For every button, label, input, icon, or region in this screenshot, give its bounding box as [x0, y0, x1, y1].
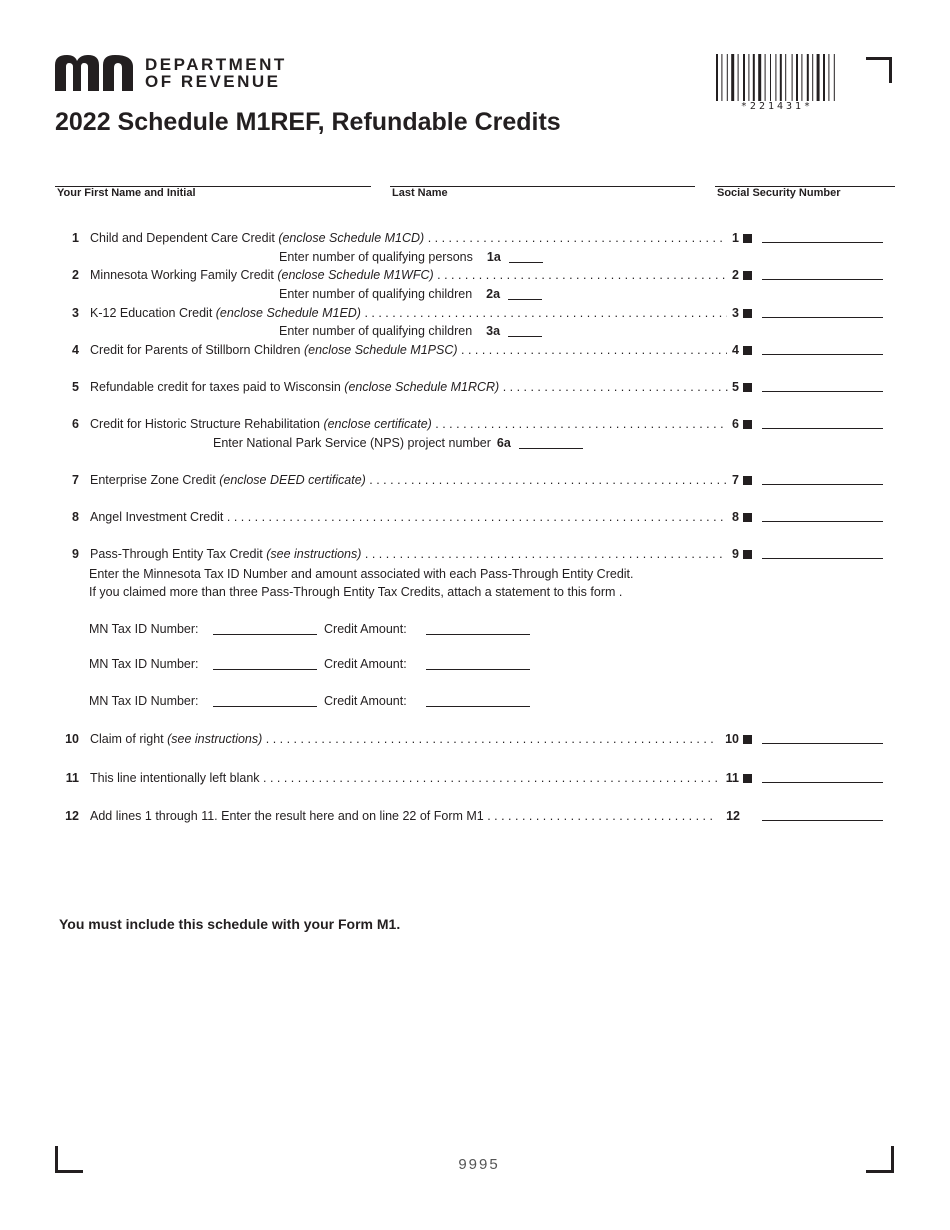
line-box-label: 12 — [726, 809, 740, 823]
line-box-label: 3 — [722, 304, 752, 322]
line-10 — [0, 730, 950, 748]
pte-row-2 — [89, 655, 539, 673]
qualifying-children-input-3a[interactable] — [508, 336, 542, 337]
amount-field-line-1[interactable] — [762, 242, 883, 243]
square-marker-icon — [743, 774, 752, 783]
line-number: 2 — [72, 268, 79, 282]
tax-id-label: MN Tax ID Number: — [89, 622, 199, 636]
line-number: 10 — [65, 732, 79, 746]
pte-note-1: Enter the Minnesota Tax ID Number and amount associated with each Pass-Through Entity Credit. — [89, 567, 634, 581]
line-description: Pass-Through Entity Tax Credit (see instructions) . . . — [90, 545, 727, 563]
credit-amount-input-1[interactable] — [426, 634, 530, 635]
tax-id-input-1[interactable] — [213, 634, 317, 635]
line-9 — [0, 545, 950, 563]
line-box-label: 10 — [722, 730, 752, 748]
tax-id-label: MN Tax ID Number: — [89, 694, 199, 708]
amount-field-line-8[interactable] — [762, 521, 883, 522]
form-title: 2022 Schedule M1REF, Refundable Credits — [55, 108, 561, 136]
line-number: 5 — [72, 380, 79, 394]
line-description: Claim of right (see instructions) . . . — [90, 730, 717, 748]
square-marker-icon — [743, 476, 752, 485]
amount-field-line-9[interactable] — [762, 558, 883, 559]
square-marker-icon — [743, 550, 752, 559]
line-description: Angel Investment Credit . . . — [90, 508, 727, 526]
line-box-label: 2 — [722, 266, 752, 284]
line-number: 11 — [65, 771, 79, 785]
line-description: Refundable credit for taxes paid to Wisconsin (enclose Schedule M1RCR) . . . — [90, 378, 731, 396]
square-marker-icon — [743, 383, 752, 392]
amount-field-line-10[interactable] — [762, 743, 883, 744]
amount-field-line-6[interactable] — [762, 428, 883, 429]
line-description: This line intentionally left blank . . . — [90, 769, 717, 787]
line-box-label: 9 — [722, 545, 752, 563]
line-number: 1 — [72, 231, 79, 245]
square-marker-icon — [743, 735, 752, 744]
tax-id-input-3[interactable] — [213, 706, 317, 707]
line-box-label: 8 — [722, 508, 752, 526]
ssn-field[interactable] — [715, 186, 895, 199]
first-name-field[interactable] — [55, 186, 371, 199]
subline-6a: Enter National Park Service (NPS) project number 6a — [213, 434, 583, 452]
form-code: 9995 — [458, 1156, 500, 1173]
line-description: Minnesota Working Family Credit (enclose Schedule M1WFC) . . . — [90, 266, 727, 284]
tax-id-input-2[interactable] — [213, 669, 317, 670]
line-6 — [0, 415, 950, 433]
line-number: 4 — [72, 343, 79, 357]
credit-amount-input-3[interactable] — [426, 706, 530, 707]
line-11 — [0, 769, 950, 787]
qualifying-persons-input[interactable] — [509, 262, 543, 263]
square-marker-icon — [743, 346, 752, 355]
amount-field-line-3[interactable] — [762, 317, 883, 318]
ssn-label: Social Security Number — [717, 187, 841, 199]
first-name-label: Your First Name and Initial — [57, 187, 196, 199]
square-marker-icon — [743, 309, 752, 318]
line-1 — [0, 229, 950, 247]
subline-2a: Enter number of qualifying children 2a — [279, 285, 542, 303]
line-box-label: 7 — [722, 471, 752, 489]
credit-amount-label: Credit Amount: — [324, 657, 407, 671]
line-description: K-12 Education Credit (enclose Schedule M1ED) . . . — [90, 304, 727, 322]
pte-row-1 — [89, 620, 539, 638]
line-7 — [0, 471, 950, 489]
registration-mark-top-right — [866, 57, 892, 83]
square-marker-icon — [743, 234, 752, 243]
line-box-label: 11 — [722, 769, 752, 787]
amount-field-line-2[interactable] — [762, 279, 883, 280]
subline-1a: Enter number of qualifying persons 1a — [279, 248, 543, 266]
line-description: Enterprise Zone Credit (enclose DEED certificate) . . . — [90, 471, 727, 489]
pte-note-2: If you claimed more than three Pass-Through Entity Tax Credits, attach a statement to this form . — [89, 585, 623, 599]
line-number: 9 — [72, 547, 79, 561]
department-logo — [55, 55, 287, 91]
last-name-field[interactable] — [390, 186, 695, 199]
department-line1: DEPARTMENT — [145, 55, 287, 74]
credit-amount-input-2[interactable] — [426, 669, 530, 670]
line-number: 8 — [72, 510, 79, 524]
tax-id-label: MN Tax ID Number: — [89, 657, 199, 671]
line-8 — [0, 508, 950, 526]
line-number: 12 — [65, 809, 79, 823]
amount-field-line-7[interactable] — [762, 484, 883, 485]
mn-logo-icon — [55, 55, 133, 91]
amount-field-line-11[interactable] — [762, 782, 883, 783]
line-box-label: 4 — [722, 341, 752, 359]
barcode-icon — [716, 54, 838, 101]
line-description: Credit for Parents of Stillborn Children (enclose Schedule M1PSC) . . . — [90, 341, 727, 359]
square-marker-icon — [743, 513, 752, 522]
line-5 — [0, 378, 950, 396]
last-name-label: Last Name — [392, 187, 448, 199]
barcode-text: *221431* — [740, 101, 814, 112]
qualifying-children-input-2a[interactable] — [508, 299, 542, 300]
credit-amount-label: Credit Amount: — [324, 622, 407, 636]
line-description: Child and Dependent Care Credit (enclose Schedule M1CD) . . . — [90, 229, 727, 247]
line-box-label: 6 — [722, 415, 752, 433]
line-description: Credit for Historic Structure Rehabilitation (enclose certificate) . . . — [90, 415, 727, 433]
amount-field-line-5[interactable] — [762, 391, 883, 392]
line-number: 7 — [72, 473, 79, 487]
include-schedule-note: You must include this schedule with your Form M1. — [59, 916, 401, 932]
square-marker-icon — [743, 271, 752, 280]
line-description: Add lines 1 through 11. Enter the result here and on line 22 of Form M1 . . . — [90, 807, 717, 825]
amount-field-line-12[interactable] — [762, 820, 883, 821]
department-line2: OF REVENUE — [145, 72, 281, 91]
credit-amount-label: Credit Amount: — [324, 694, 407, 708]
nps-project-number-input[interactable] — [519, 448, 583, 449]
subline-3a: Enter number of qualifying children 3a — [279, 322, 542, 340]
line-number: 6 — [72, 417, 79, 431]
square-marker-icon — [743, 420, 752, 429]
line-box-label: 1 — [722, 229, 752, 247]
line-4 — [0, 341, 950, 359]
line-3 — [0, 304, 950, 322]
amount-field-line-4[interactable] — [762, 354, 883, 355]
line-box-label: 5 — [722, 378, 752, 396]
line-number: 3 — [72, 306, 79, 320]
pte-row-3 — [89, 692, 539, 710]
line-2 — [0, 266, 950, 284]
line-12 — [0, 807, 950, 825]
